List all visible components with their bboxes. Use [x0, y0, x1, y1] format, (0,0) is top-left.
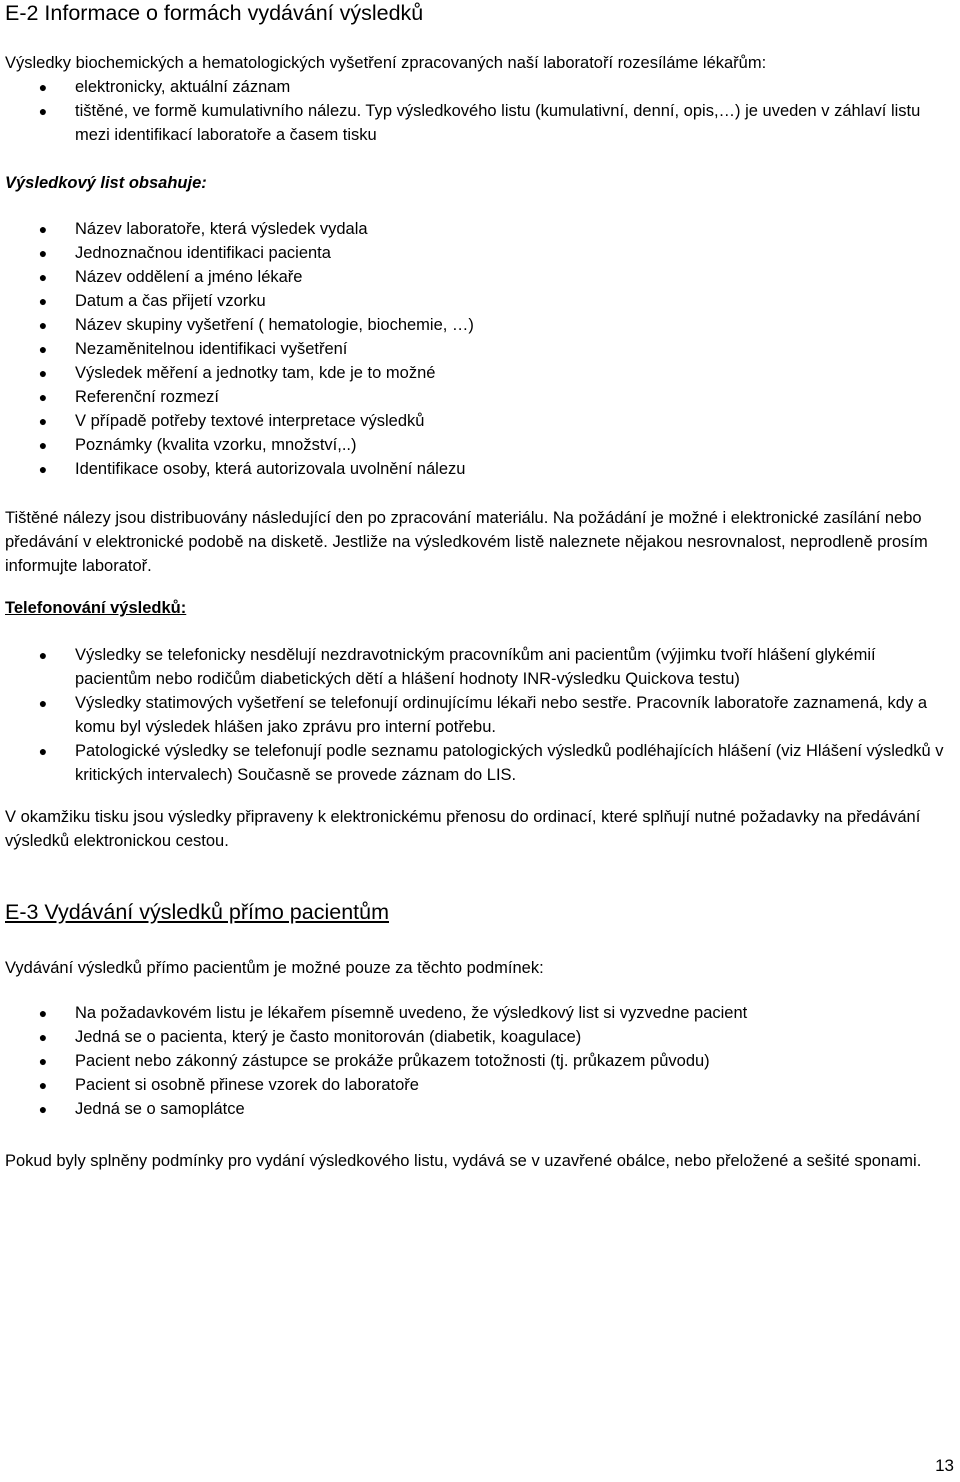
list-item: ● Výsledky se telefonicky nesdělují nezdravotnickým pracovníkům ani pacientům (výjimku tvoří hlášení glykémií pacientům nebo rodičům diabetických dětí a hlášení hodnoty INR-výsledku Quickova testu) — [0, 643, 960, 691]
phone-heading: Telefonování výsledků: — [5, 599, 187, 617]
distribution-paragraph: Tištěné nálezy jsou distribuovány následující den po zpracování materiálu. Na požádání je možné i elektronické zasílání nebo předávání v elektronické podobě na disketě. Jestliže na výsledkovém listě naleznete nějakou nesrovnalost, neprodleně prosím informujte laboratoř. — [5, 509, 928, 575]
bullet-icon: ● — [38, 341, 48, 357]
bullet-icon: ● — [38, 1005, 48, 1021]
section-e3-title: E-3 Vydávání výsledků přímo pacientům — [5, 900, 389, 924]
list-item: ● Výsledek měření a jednotky tam, kde je to možné — [0, 361, 960, 385]
bullet-icon: ● — [38, 437, 48, 453]
list-item: ● Pacient si osobně přinese vzorek do laboratoře — [0, 1073, 960, 1097]
list-item: ● Na požadavkovém listu je lékařem písemně uvedeno, že výsledkový list si vyzvedne pacient — [0, 1001, 960, 1025]
list-item: ● Název laboratoře, která výsledek vydala — [0, 217, 960, 241]
section-e3-intro: Vydávání výsledků přímo pacientům je možné pouze za těchto podmínek: — [5, 959, 544, 977]
closing-paragraph: Pokud byly splněny podmínky pro vydání výsledkového listu, vydává se v uzavřené obálce, nebo přeložené a sešité sponami. — [5, 1152, 922, 1170]
electronic-paragraph: V okamžiku tisku jsou výsledky připraveny k elektronickému přenosu do ordinací, které splňují nutné požadavky na předávání výsledků elektronickou cestou. — [5, 808, 921, 850]
list-item: ● Jedná se o samoplátce — [0, 1097, 960, 1121]
bullet-icon: ● — [38, 221, 48, 237]
list-item: ● Patologické výsledky se telefonují podle seznamu patologických výsledků podléhajících hlášení (viz Hlášení výsledků v kritických intervalech) Současně se provede záznam do LIS. — [0, 739, 960, 787]
list-item: ● Datum a čas přijetí vzorku — [0, 289, 960, 313]
bullet-icon: ● — [38, 1077, 48, 1093]
list-item: ● Výsledky statimových vyšetření se telefonují ordinujícímu lékaři nebo sestře. Pracovník laboratoře zaznamená, kdy a komu byl výsledek hlášen jako zprávu pro interní potřebu. — [0, 691, 960, 739]
list-item: ● Pacient nebo zákonný zástupce se prokáže průkazem totožnosti (tj. průkazem původu) — [0, 1049, 960, 1073]
delivery-list — [0, 75, 960, 147]
bullet-icon: ● — [38, 695, 48, 711]
bullet-icon: ● — [38, 365, 48, 381]
phone-list — [0, 643, 960, 787]
page-number: 13 — [935, 1456, 954, 1475]
contents-heading: Výsledkový list obsahuje: — [5, 174, 207, 192]
bullet-icon: ● — [38, 269, 48, 285]
bullet-icon: ● — [38, 293, 48, 309]
bullet-icon: ● — [38, 1029, 48, 1045]
list-item: ● Poznámky (kvalita vzorku, množství,..) — [0, 433, 960, 457]
list-item: ● elektronicky, aktuální záznam — [0, 75, 960, 99]
bullet-icon: ● — [38, 1101, 48, 1117]
bullet-icon: ● — [38, 79, 48, 95]
bullet-icon: ● — [38, 1053, 48, 1069]
bullet-icon: ● — [38, 413, 48, 429]
list-item: ● Jedná se o pacienta, který je často monitorován (diabetik, koagulace) — [0, 1025, 960, 1049]
conditions-list — [0, 1001, 960, 1121]
list-item: ● Nezaměnitelnou identifikaci vyšetření — [0, 337, 960, 361]
bullet-icon: ● — [38, 103, 48, 119]
contents-list — [0, 217, 960, 481]
list-item: ● Referenční rozmezí — [0, 385, 960, 409]
list-item: ● Identifikace osoby, která autorizovala uvolnění nálezu — [0, 457, 960, 481]
list-item: ● Jednoznačnou identifikaci pacienta — [0, 241, 960, 265]
bullet-icon: ● — [38, 461, 48, 477]
bullet-icon: ● — [38, 245, 48, 261]
list-item: ● tištěné, ve formě kumulativního nálezu. Typ výsledkového listu (kumulativní, denní, opis,…) je uveden v záhlaví listu mezi identifikací laboratoře a časem tisku — [0, 99, 960, 147]
bullet-icon: ● — [38, 389, 48, 405]
list-item: ● Název skupiny vyšetření ( hematologie, biochemie, …) — [0, 313, 960, 337]
section-e2-intro: Výsledky biochemických a hematologických vyšetření zpracovaných naší laboratoří rozesíláme lékařům: — [5, 54, 767, 72]
section-e2-title: E-2 Informace o formách vydávání výsledků — [5, 1, 424, 25]
bullet-icon: ● — [38, 743, 48, 759]
list-item: ● Název oddělení a jméno lékaře — [0, 265, 960, 289]
bullet-icon: ● — [38, 647, 48, 663]
list-item: ● V případě potřeby textové interpretace výsledků — [0, 409, 960, 433]
bullet-icon: ● — [38, 317, 48, 333]
